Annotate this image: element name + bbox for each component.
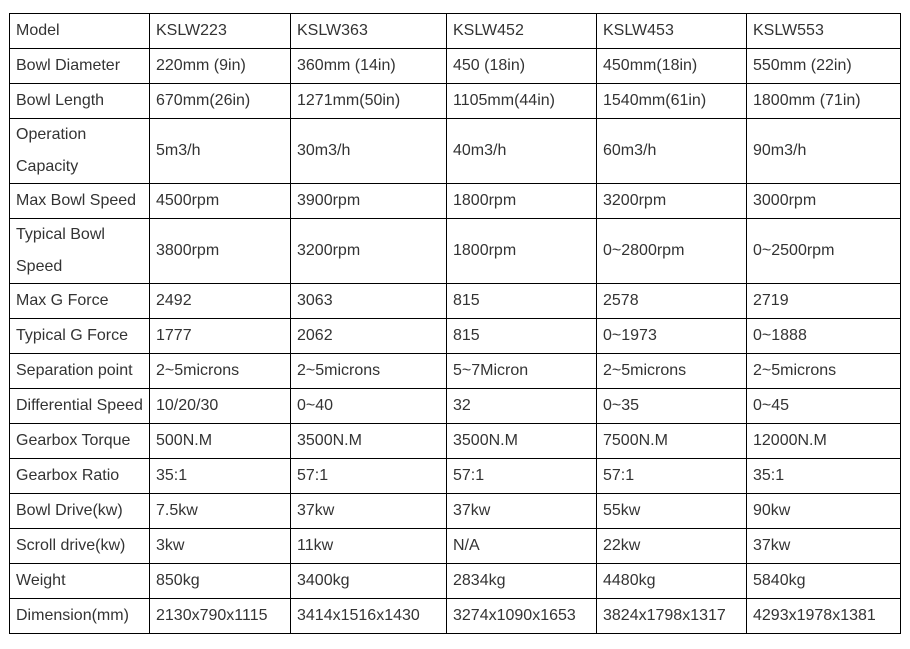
table-cell: 815 [447,284,597,319]
table-cell: 5~7Micron [447,354,597,389]
table-cell: 12000N.M [747,424,901,459]
table-cell: 2130x790x1115 [150,599,291,634]
table-cell: KSLW553 [747,14,901,49]
table-cell: 32 [447,389,597,424]
table-cell: 35:1 [150,459,291,494]
table-cell: 3200rpm [597,184,747,219]
table-cell: KSLW223 [150,14,291,49]
table-row-separation-point [10,354,901,389]
table-cell: 37kw [747,529,901,564]
table-cell: 1105mm(44in) [447,84,597,119]
table-cell: 90m3/h [747,119,901,184]
table-cell: 3000rpm [747,184,901,219]
table-cell: 3900rpm [291,184,447,219]
table-cell: 0~35 [597,389,747,424]
table-row-dimension [10,599,901,634]
table-row-max-bowl-speed [10,184,901,219]
row-label: Bowl Diameter [10,49,150,84]
table-cell: 0~40 [291,389,447,424]
table-cell: 2~5microns [150,354,291,389]
row-label: Dimension(mm) [10,599,150,634]
table-row-differential-speed [10,389,901,424]
table-cell: 815 [447,319,597,354]
table-cell: 7.5kw [150,494,291,529]
row-label: Typical Bowl Speed [10,219,150,284]
table-cell: 450 (18in) [447,49,597,84]
table-cell: 1800mm (71in) [747,84,901,119]
table-row-operation-capacity [10,119,901,184]
table-cell: 57:1 [597,459,747,494]
table-cell: 3800rpm [150,219,291,284]
row-label: Gearbox Torque [10,424,150,459]
table-cell: 500N.M [150,424,291,459]
row-label: Typical G Force [10,319,150,354]
table-cell: 35:1 [747,459,901,494]
table-cell: KSLW363 [291,14,447,49]
table-cell: 3kw [150,529,291,564]
table-cell: KSLW452 [447,14,597,49]
table-cell: 2719 [747,284,901,319]
table-cell: 55kw [597,494,747,529]
table-cell: 1800rpm [447,219,597,284]
table-cell: 37kw [291,494,447,529]
table-cell: 37kw [447,494,597,529]
table-row-bowl-drive [10,494,901,529]
table-cell: 4500rpm [150,184,291,219]
row-label: Gearbox Ratio [10,459,150,494]
table-cell: 3200rpm [291,219,447,284]
table-cell: KSLW453 [597,14,747,49]
table-cell: 3400kg [291,564,447,599]
table-cell: 3824x1798x1317 [597,599,747,634]
table-row-scroll-drive [10,529,901,564]
table-cell: 220mm (9in) [150,49,291,84]
table-cell: 0~1973 [597,319,747,354]
table-cell: 2~5microns [597,354,747,389]
table-cell: 1271mm(50in) [291,84,447,119]
row-label: Separation point [10,354,150,389]
table-cell: 2578 [597,284,747,319]
row-label: Scroll drive(kw) [10,529,150,564]
table-cell: 0~45 [747,389,901,424]
table-cell: 850kg [150,564,291,599]
table-cell: 40m3/h [447,119,597,184]
row-label: Operation Capacity [10,119,150,184]
table-cell: 2834kg [447,564,597,599]
table-cell: 90kw [747,494,901,529]
table-cell: 5840kg [747,564,901,599]
table-cell: 1800rpm [447,184,597,219]
table-row-bowl-length [10,84,901,119]
row-label: Bowl Length [10,84,150,119]
table-cell: 2~5microns [291,354,447,389]
table-cell: 22kw [597,529,747,564]
table-cell: N/A [447,529,597,564]
table-cell: 11kw [291,529,447,564]
table-cell: 3063 [291,284,447,319]
table-cell: 550mm (22in) [747,49,901,84]
row-label: Max Bowl Speed [10,184,150,219]
table-cell: 3414x1516x1430 [291,599,447,634]
table-cell: 0~2800rpm [597,219,747,284]
table-cell: 2492 [150,284,291,319]
table-row-max-g-force [10,284,901,319]
table-cell: 1540mm(61in) [597,84,747,119]
spec-table [9,13,901,634]
table-cell: 0~2500rpm [747,219,901,284]
table-cell: 3500N.M [291,424,447,459]
table-cell: 670mm(26in) [150,84,291,119]
table-cell: 0~1888 [747,319,901,354]
table-cell: 450mm(18in) [597,49,747,84]
table-row-bowl-diameter [10,49,901,84]
table-cell: 3274x1090x1653 [447,599,597,634]
table-cell: 57:1 [291,459,447,494]
table-row-gearbox-torque [10,424,901,459]
table-cell: 4480kg [597,564,747,599]
table-cell: 4293x1978x1381 [747,599,901,634]
row-label: Bowl Drive(kw) [10,494,150,529]
table-row-typical-bowl-speed [10,219,901,284]
table-row-weight [10,564,901,599]
table-row-typical-g-force [10,319,901,354]
table-cell: 10/20/30 [150,389,291,424]
table-cell: 30m3/h [291,119,447,184]
table-cell: 7500N.M [597,424,747,459]
row-label: Max G Force [10,284,150,319]
row-label: Weight [10,564,150,599]
table-row-gearbox-ratio [10,459,901,494]
table-cell: 60m3/h [597,119,747,184]
row-label: Differential Speed [10,389,150,424]
table-cell: 360mm (14in) [291,49,447,84]
row-label: Model [10,14,150,49]
table-cell: 2~5microns [747,354,901,389]
table-cell: 1777 [150,319,291,354]
table-row-model [10,14,901,49]
table-cell: 57:1 [447,459,597,494]
table-cell: 5m3/h [150,119,291,184]
table-cell: 3500N.M [447,424,597,459]
table-cell: 2062 [291,319,447,354]
